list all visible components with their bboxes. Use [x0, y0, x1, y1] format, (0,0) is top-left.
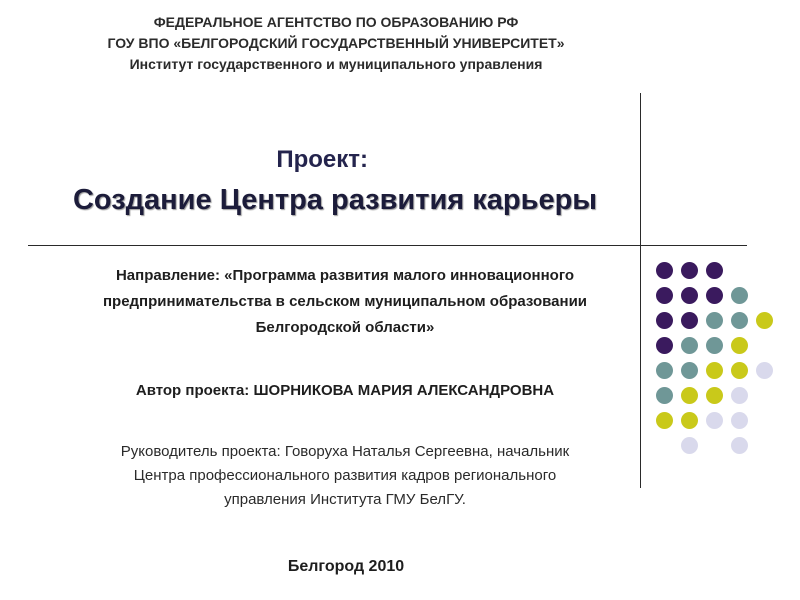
decorative-dot	[656, 287, 673, 304]
direction-line-2: предпринимательства в сельском муниципальном образовании	[102, 293, 588, 310]
supervisor-line-1: Руководитель проекта: Говоруха Наталья Сергеевна, начальник	[120, 443, 570, 460]
city-year: Белгород 2010	[287, 558, 405, 575]
supervisor-line-3: управления Института ГМУ БелГУ.	[224, 491, 466, 508]
decorative-dot	[681, 362, 698, 379]
project-label-wrap	[0, 146, 630, 174]
horizontal-divider	[28, 245, 747, 246]
decorative-dot	[656, 387, 673, 404]
decorative-dot	[681, 437, 698, 454]
decorative-dot	[706, 362, 723, 379]
decorative-dot	[706, 387, 723, 404]
header-institute: Институт государственного и муниципального управления	[129, 56, 543, 72]
decorative-dot	[656, 337, 673, 354]
decorative-dot	[706, 337, 723, 354]
decorative-dot	[681, 287, 698, 304]
direction-line-1: Направление: «Программа развития малого инновационного	[115, 267, 575, 284]
decorative-dot	[731, 387, 748, 404]
supervisor-line-2: Центра профессионального развития кадров регионального	[133, 467, 557, 484]
decorative-dot	[706, 262, 723, 279]
decorative-dot	[681, 262, 698, 279]
decorative-dot	[731, 437, 748, 454]
direction-block	[40, 263, 650, 341]
decorative-dot	[756, 362, 773, 379]
decorative-dot	[731, 287, 748, 304]
decorative-dot	[681, 387, 698, 404]
decorative-dot	[706, 287, 723, 304]
decorative-dot	[731, 312, 748, 329]
decorative-dot	[681, 312, 698, 329]
decorative-dot	[731, 412, 748, 429]
project-title: Создание Центра развития карьеры	[72, 184, 598, 216]
institution-header	[40, 12, 632, 75]
decorative-dot	[656, 312, 673, 329]
header-university: ГОУ ВПО «БЕЛГОРОДСКИЙ ГОСУДАРСТВЕННЫЙ УНИВЕРСИТЕТ»	[107, 35, 565, 51]
decorative-dot	[731, 362, 748, 379]
decorative-dot	[656, 262, 673, 279]
decorative-dot-grid	[648, 258, 788, 458]
direction-line-3: Белгородской области»	[255, 319, 435, 336]
decorative-dot	[656, 412, 673, 429]
project-label: Проект:	[276, 146, 368, 173]
author-line: Автор проекта: ШОРНИКОВА МАРИЯ АЛЕКСАНДРОВНА	[135, 382, 555, 399]
decorative-dot	[706, 412, 723, 429]
decorative-dot	[756, 312, 773, 329]
decorative-dot	[731, 337, 748, 354]
decorative-dot	[706, 312, 723, 329]
header-agency: ФЕДЕРАЛЬНОЕ АГЕНТСТВО ПО ОБРАЗОВАНИЮ РФ	[153, 14, 519, 30]
supervisor-block	[40, 440, 650, 512]
decorative-dot	[656, 362, 673, 379]
decorative-dot	[681, 337, 698, 354]
decorative-dot	[681, 412, 698, 429]
